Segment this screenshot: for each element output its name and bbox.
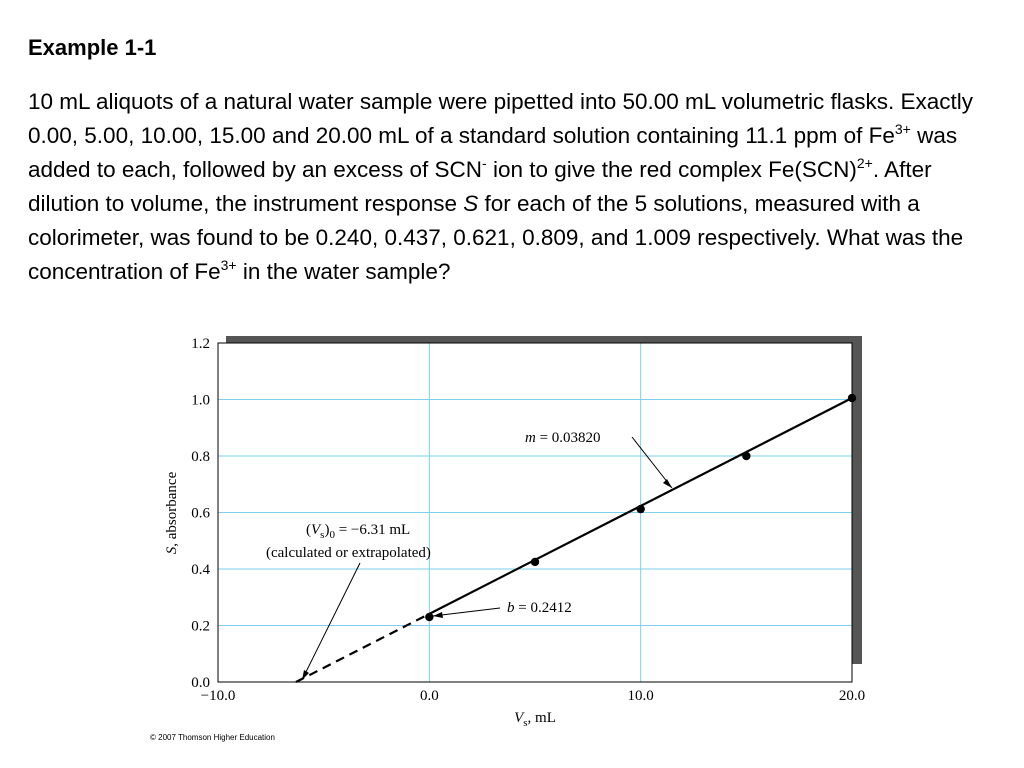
data-point <box>425 613 433 621</box>
data-point <box>742 452 750 460</box>
y-tick-label: 1.0 <box>191 392 210 409</box>
x-tick-label: 0.0 <box>419 688 439 704</box>
y-tick-label: 0.0 <box>191 675 210 691</box>
x-tick-label: −10.0 <box>200 688 236 704</box>
x-tick-label: 20.0 <box>838 688 866 704</box>
y-tick-label: 0.4 <box>191 562 210 578</box>
intercept-annotation: b = 0.2412 <box>507 600 572 616</box>
xintercept-annotation: $(V_s)_0 = -6.31$ mL <box>306 522 411 541</box>
problem-text: 10 mL aliquots of a natural water sample were pipetted into 50.00 mL volumetric flasks. Exactly 0.00, 5.00, 10.00, 15.00 and 20.00 mL of a standard solution containing 11.1 ppm of $Fe^{3+}$ was added to each, followed by an excess of SCN- ion to give the red complex Fe(SCN)$^{2+}$. After dilution to volume, the instrument response S for each of the 5 solutions, measured with a colorimeter, was found to be 0.240, 0.437, 0.621, 0.809, and 1.009 respectively. What was the concentration of $Fe^{3+}$ in the water sample? <box>28 89 974 284</box>
copyright-notice: © 2007 Thomson Higher Education <box>150 733 275 742</box>
slide-title: Example 1-1 <box>28 35 157 60</box>
data-point <box>848 394 856 402</box>
y-tick-label: 0.2 <box>191 618 210 635</box>
y-tick-label: 0.6 <box>191 505 210 522</box>
y-axis-label: S, absorbance <box>164 471 180 555</box>
y-tick-label: 0.8 <box>191 449 210 465</box>
xintercept-note: (calculated or extrapolated) <box>266 545 431 561</box>
x-axis-label: $V_s$, mL <box>514 710 556 729</box>
x-tick-label: 10.0 <box>627 688 654 704</box>
slope-annotation: m = 0.03820 <box>525 430 601 446</box>
data-point <box>531 558 539 566</box>
y-tick-label: 1.2 <box>191 336 210 352</box>
data-point <box>636 505 644 513</box>
